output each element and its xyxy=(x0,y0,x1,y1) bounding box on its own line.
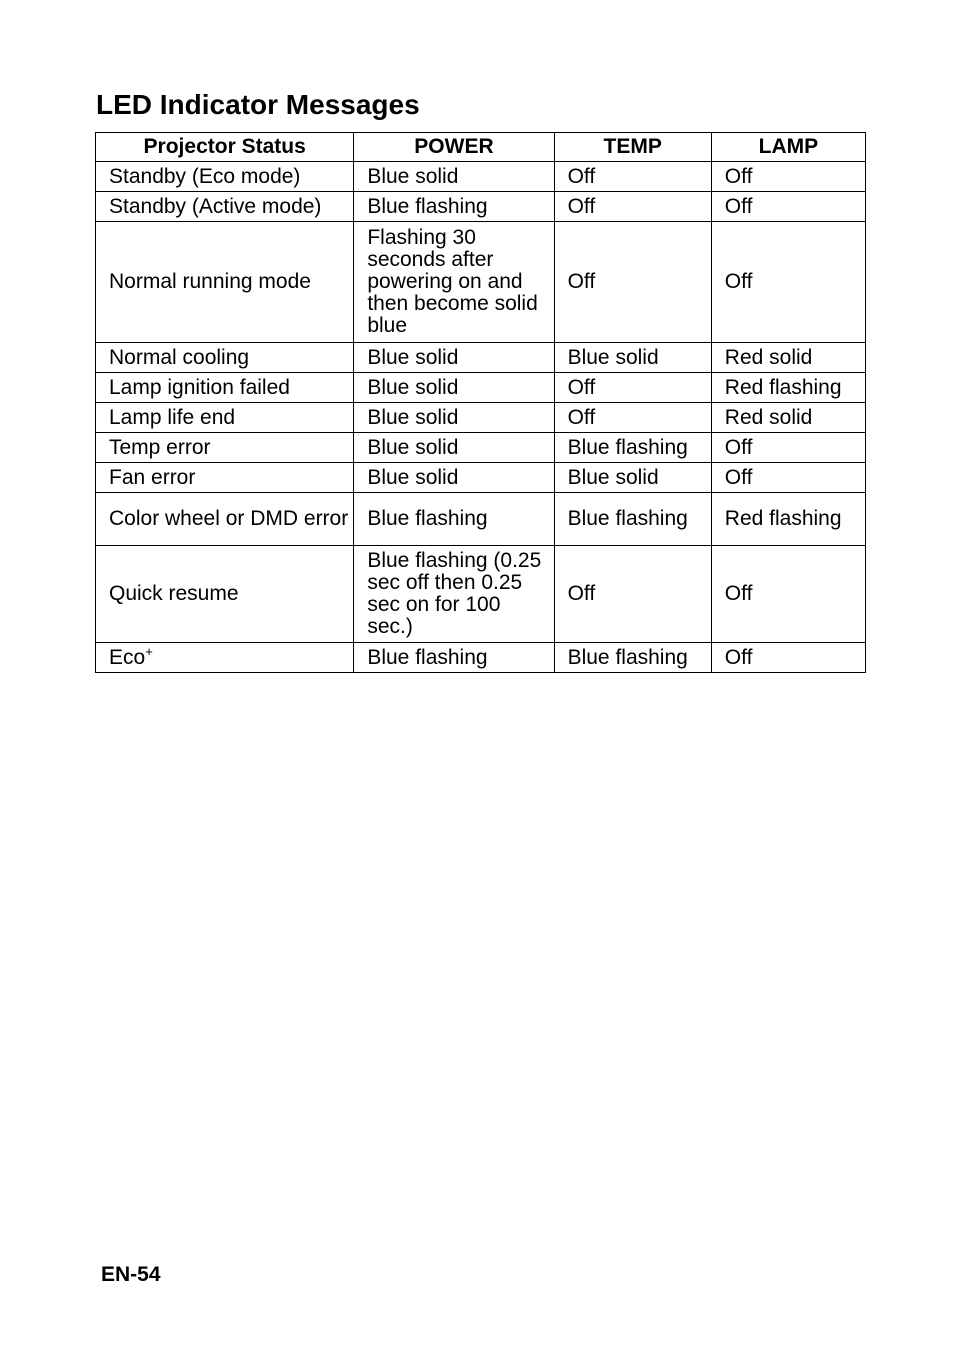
status-cell: Quick resume xyxy=(96,546,354,643)
lamp-cell: Off xyxy=(711,192,865,222)
power-cell: Blue flashing (0.25 sec off then 0.25 sec on for 100 sec.) xyxy=(354,546,554,643)
power-cell: Blue flashing xyxy=(354,493,554,546)
header-temp: TEMP xyxy=(554,133,711,162)
status-cell: Normal cooling xyxy=(96,343,354,373)
power-cell: Blue solid xyxy=(354,463,554,493)
temp-cell: Off xyxy=(554,162,711,192)
power-cell: Blue flashing xyxy=(354,643,554,673)
lamp-cell: Red flashing xyxy=(711,373,865,403)
header-lamp: LAMP xyxy=(711,133,865,162)
power-cell: Blue solid xyxy=(354,343,554,373)
table-row xyxy=(96,343,866,373)
lamp-cell: Off xyxy=(711,546,865,643)
temp-cell: Blue flashing xyxy=(554,433,711,463)
power-cell: Blue flashing xyxy=(354,192,554,222)
status-cell: Lamp life end xyxy=(96,403,354,433)
lamp-cell: Off xyxy=(711,162,865,192)
table-row xyxy=(96,493,866,546)
power-cell: Blue solid xyxy=(354,162,554,192)
power-cell: Blue solid xyxy=(354,403,554,433)
table-row xyxy=(96,643,866,673)
lamp-cell: Off xyxy=(711,463,865,493)
lamp-cell: Red solid xyxy=(711,343,865,373)
status-text: Eco xyxy=(109,645,146,669)
lamp-cell: Red flashing xyxy=(711,493,865,546)
temp-cell: Off xyxy=(554,403,711,433)
status-cell: Fan error xyxy=(96,463,354,493)
status-cell: Standby (Eco mode) xyxy=(96,162,354,192)
temp-cell: Off xyxy=(554,546,711,643)
table-row xyxy=(96,546,866,643)
led-indicator-table xyxy=(95,132,866,673)
table-row xyxy=(96,192,866,222)
page-number: EN-54 xyxy=(101,1263,161,1286)
status-cell: Standby (Active mode) xyxy=(96,192,354,222)
power-cell: Blue solid xyxy=(354,433,554,463)
table-row xyxy=(96,222,866,343)
page-title: LED Indicator Messages xyxy=(96,89,420,120)
status-cell: Normal running mode xyxy=(96,222,354,343)
header-power: POWER xyxy=(354,133,554,162)
status-cell xyxy=(96,643,354,673)
power-cell: Blue solid xyxy=(354,373,554,403)
table-row xyxy=(96,373,866,403)
temp-cell: Off xyxy=(554,373,711,403)
power-cell: Flashing 30 seconds after powering on and then become solid blue xyxy=(354,222,554,343)
header-projector-status: Projector Status xyxy=(96,133,354,162)
lamp-cell: Red solid xyxy=(711,403,865,433)
status-cell: Temp error xyxy=(96,433,354,463)
table-row xyxy=(96,162,866,192)
temp-cell: Blue flashing xyxy=(554,643,711,673)
status-cell: Lamp ignition failed xyxy=(96,373,354,403)
temp-cell: Off xyxy=(554,222,711,343)
table-row xyxy=(96,433,866,463)
table-row xyxy=(96,403,866,433)
lamp-cell: Off xyxy=(711,643,865,673)
temp-cell: Off xyxy=(554,192,711,222)
table-row xyxy=(96,463,866,493)
temp-cell: Blue flashing xyxy=(554,493,711,546)
temp-cell: Blue solid xyxy=(554,343,711,373)
lamp-cell: Off xyxy=(711,222,865,343)
status-superscript: + xyxy=(145,643,153,659)
temp-cell: Blue solid xyxy=(554,463,711,493)
table-header-row xyxy=(96,133,866,162)
status-cell: Color wheel or DMD error xyxy=(96,493,354,546)
lamp-cell: Off xyxy=(711,433,865,463)
